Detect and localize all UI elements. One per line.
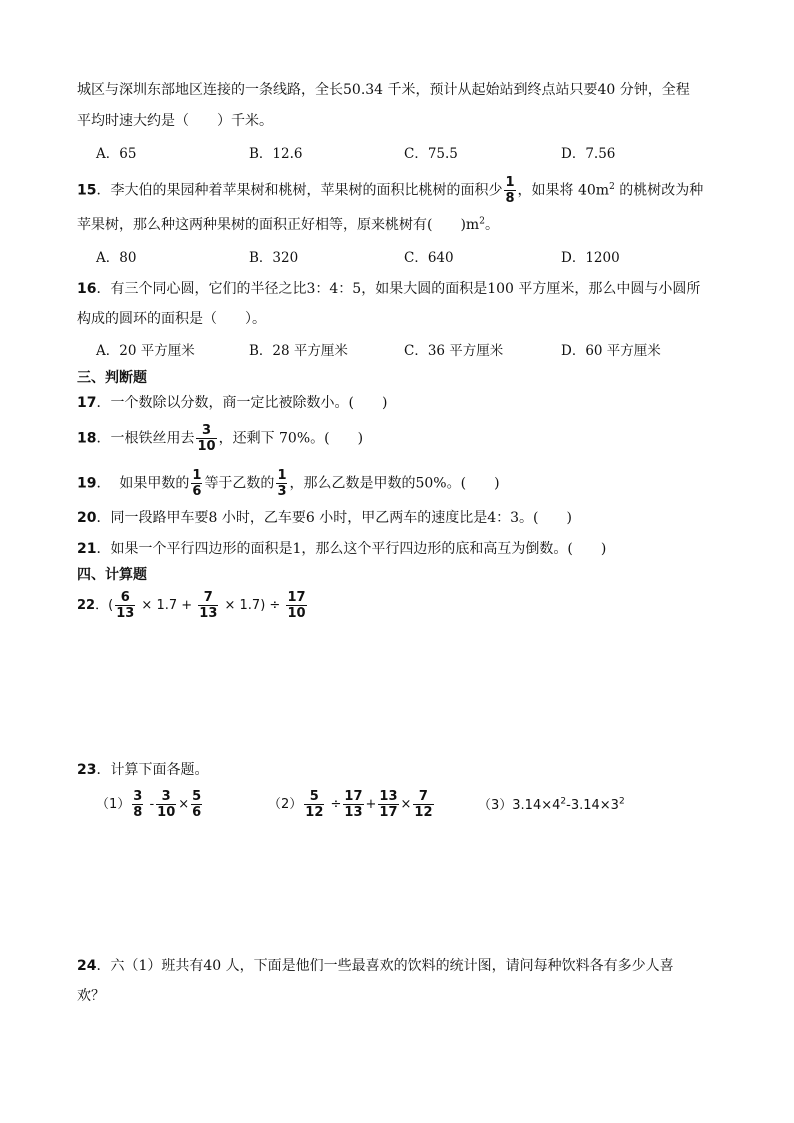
q18-number: 18	[77, 430, 97, 447]
q23-number: 23	[77, 762, 97, 778]
q24-line2: 欢？	[77, 988, 105, 1004]
q14-option-c: C．75.5	[404, 146, 458, 162]
q14-text-line2: 平均时速大约是（ ）千米。	[77, 113, 273, 129]
section-heading-judgment: 三、判断题	[77, 370, 147, 386]
q15-line1: 15．李大伯的果园种着苹果树和桃树，苹果树的面积比桃树的面积少 $\frac{1}{8}$ ，如果将 $40m^2$ 的桃树改为种	[77, 175, 704, 206]
q22-number: 22	[77, 598, 96, 613]
q22-line: 22．( $\frac{6}{13}$ × 1.7 + $\frac{7}{13}$ × 1.7) ÷ $\frac{17}{10}$	[77, 590, 306, 621]
q23-part-1: （1） $\frac{3}{8}$ - $\frac{3}{10}$ × $\frac{5}{6}$	[96, 789, 202, 820]
q14-option-a: A．65	[96, 146, 137, 162]
q18-line: 18．一根铁丝用去 $\frac{3}{10}$ ，还剩下 70%。( )	[77, 423, 364, 454]
q16-number: 16	[77, 281, 97, 297]
q15-text-c: 的桃树改为种	[614, 182, 704, 199]
q15-option-d: D．1200	[561, 250, 620, 266]
q20-number: 20	[77, 510, 97, 526]
q19-fraction-1: $\frac{1}{6}$	[192, 468, 202, 499]
q15-option-c: C．640	[404, 250, 454, 266]
q15-number: 15	[77, 182, 97, 199]
q16-line1: 16．有三个同心圆，它们的半径之比3：4：5，如果大圆的面积是100 平方厘米，那么中圆与小圆所	[77, 281, 701, 297]
q23-part-2: （2） $\frac{5}{12}$ ÷ $\frac{17}{13}$ + $\frac{13}{17}$ × $\frac{7}{12}$	[268, 789, 433, 820]
q16-option-d: D．60 平方厘米	[561, 343, 661, 359]
q20-line: 20．同一段路甲车要8 小时，乙车要6 小时，甲乙两车的速度比是4：3。( )	[77, 510, 572, 526]
q17-line: 17．一个数除以分数，商一定比被除数小。( )	[77, 395, 388, 411]
q16-option-b: B．28 平方厘米	[249, 343, 348, 359]
q19-line: 19． 如果甲数的 $\frac{1}{6}$ 等于乙数的 $\frac{1}{3}$ ，那么乙数是甲数的50%。( )	[77, 468, 500, 499]
q15-option-a: A．80	[96, 250, 137, 266]
q23-title-line: 23．计算下面各题。	[77, 762, 209, 778]
q15-line2: 苹果树，那么种这两种果树的面积正好相等，原来桃树有( )$m^2$。	[77, 216, 499, 233]
q21-number: 21	[77, 541, 97, 557]
q22-fraction-3: $\frac{17}{10}$	[287, 590, 306, 621]
q22-fraction-2: $\frac{7}{13}$	[199, 590, 218, 621]
q15-option-b: B．320	[249, 250, 299, 266]
q15-text-b: ，如果将 40m	[517, 182, 610, 199]
q16-option-c: C．36 平方厘米	[404, 343, 504, 359]
q24-line1: 24．六（1）班共有40 人，下面是他们一些最喜欢的饮料的统计图，请问每种饮料各有多少人喜	[77, 958, 674, 974]
q23-part-3: $(3)3.14\times 4^2-3.14\times 3^2$	[478, 796, 625, 813]
q15-fraction: $\frac{1}{8}$	[505, 175, 515, 206]
q16-line2: 构成的圆环的面积是（ ）。	[77, 311, 266, 327]
q21-line: 21．如果一个平行四边形的面积是1，那么这个平行四边形的底和高互为倒数。( )	[77, 541, 607, 557]
section-heading-calculation: 四、计算题	[77, 567, 147, 583]
q19-fraction-2: $\frac{1}{3}$	[277, 468, 287, 499]
q24-number: 24	[77, 958, 97, 974]
q16-option-a: A．20 平方厘米	[96, 343, 195, 359]
q15-text-a: 李大伯的果园种着苹果树和桃树，苹果树的面积比桃树的面积少	[110, 182, 503, 199]
q17-number: 17	[77, 395, 97, 411]
q18-fraction: $\frac{3}{10}$	[197, 423, 216, 454]
q22-fraction-1: $\frac{6}{13}$	[116, 590, 135, 621]
q19-number: 19	[77, 475, 97, 492]
q14-option-d: D．7.56	[561, 146, 616, 162]
q14-text-line1: 城区与深圳东部地区连接的一条线路，全长50.34 千米，预计从起始站到终点站只要40 分钟，全程	[77, 82, 690, 98]
q14-option-b: B．12.6	[249, 146, 303, 162]
